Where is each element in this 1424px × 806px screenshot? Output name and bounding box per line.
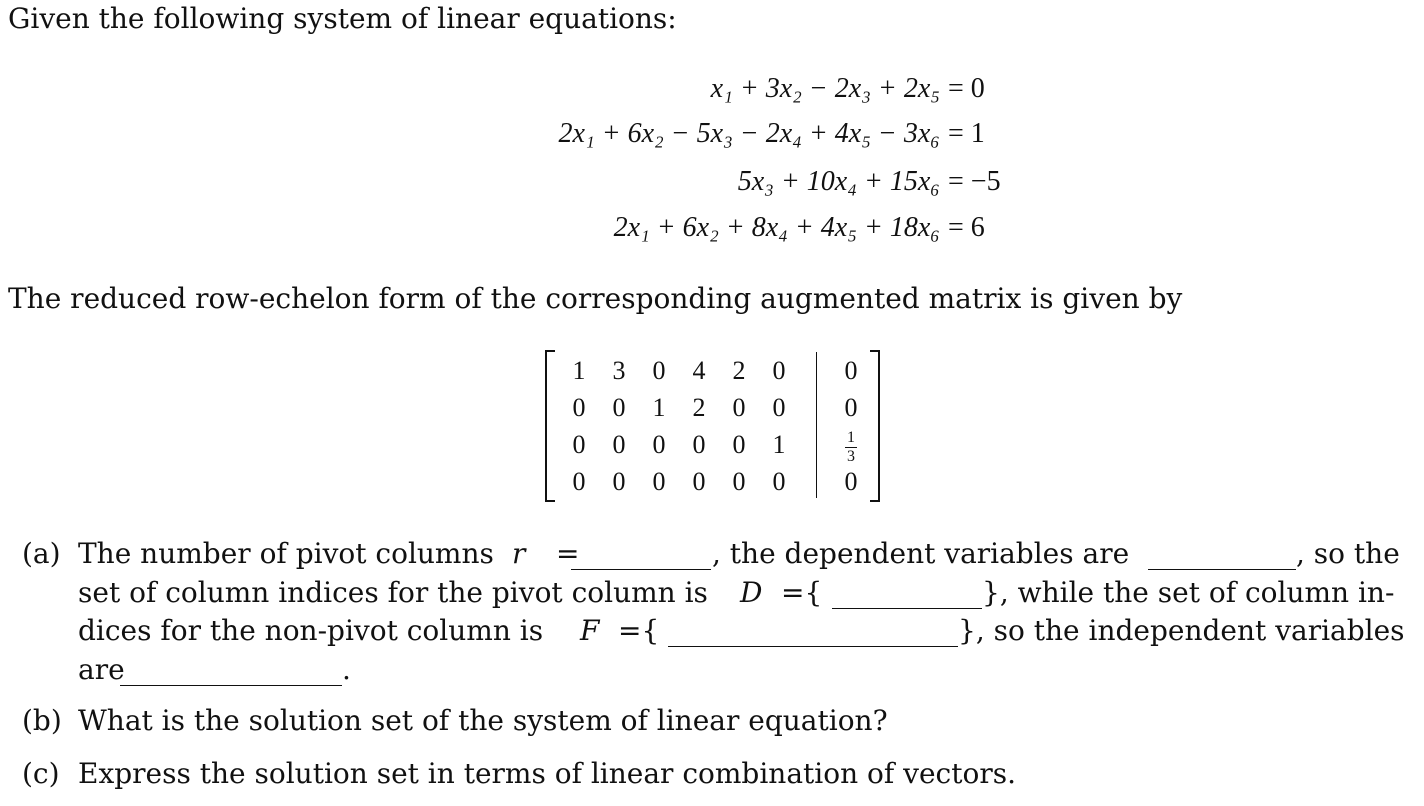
part-c-label: (c) xyxy=(22,757,60,790)
matrix-cell: 0 xyxy=(652,430,666,459)
var-r: r xyxy=(512,537,526,570)
intro-text: Given the following system of linear equations: xyxy=(8,2,677,35)
equation-lhs: 5x₃ + 10x₄ + 15x₆ xyxy=(737,166,940,197)
part-a-line2-text-b: }, while the set of column in- xyxy=(982,576,1395,609)
augmented-cell: 0 xyxy=(844,356,858,385)
part-a-line3-text: dices for the non-pivot column is xyxy=(78,614,544,647)
equation-rhs: = 1 xyxy=(948,118,985,149)
matrix-cell: 0 xyxy=(612,430,626,459)
matrix-right-bracket xyxy=(870,350,880,502)
part-a-line2-text: set of column indices for the pivot column is xyxy=(78,576,708,609)
matrix-cell: 0 xyxy=(732,467,746,496)
rref-intro-text: The reduced row-echelon form of the corresponding augmented matrix is given by xyxy=(8,282,1183,315)
matrix-cell: 2 xyxy=(692,393,706,422)
var-D: D xyxy=(740,576,763,609)
matrix-cell: 3 xyxy=(612,356,626,385)
matrix-cell: 1 xyxy=(652,393,666,422)
part-b-label: (b) xyxy=(22,704,62,737)
matrix-cell: 1 xyxy=(572,356,586,385)
matrix-cell: 0 xyxy=(572,430,586,459)
matrix-cell: 0 xyxy=(732,430,746,459)
part-a-line1-text-c: , so the xyxy=(1296,537,1400,570)
part-b-question: What is the solution set of the system of linear equation? xyxy=(78,704,888,737)
set-open-D: ={ xyxy=(781,576,823,609)
dependent-variables-blank[interactable] xyxy=(1148,545,1296,570)
matrix-cell: 0 xyxy=(772,393,786,422)
matrix-cell: 0 xyxy=(772,356,786,385)
equation-rhs: = −5 xyxy=(948,166,1001,197)
matrix-cell: 2 xyxy=(732,356,746,385)
augmented-cell: 0 xyxy=(844,467,858,496)
non-pivot-indices-blank[interactable] xyxy=(668,622,958,647)
fraction: $\frac{1}{3}$ xyxy=(847,428,855,465)
part-a-line4-text: are xyxy=(78,653,125,686)
equation-lhs: x₁ + 3x₂ − 2x₃ + 2x₅ xyxy=(710,73,940,104)
set-open-F: ={ xyxy=(618,614,660,647)
part-a-label: (a) xyxy=(22,537,61,570)
equation-row xyxy=(0,72,1424,106)
part-a-line1-text-b: , the dependent variables are xyxy=(712,537,1130,570)
part-c-question: Express the solution set in terms of linear combination of vectors. xyxy=(78,757,1016,790)
augmented-cell xyxy=(831,426,871,463)
matrix-left-bracket xyxy=(545,350,555,502)
equation-row xyxy=(0,165,1424,199)
matrix-cell: 0 xyxy=(692,467,706,496)
equation-rhs: = 6 xyxy=(948,212,985,243)
part-a-line3-text-b: }, so the independent variables xyxy=(958,614,1405,647)
equation-row xyxy=(0,117,1424,151)
equation-lhs: 2x₁ + 6x₂ + 8x₄ + 4x₅ + 18x₆ xyxy=(613,212,940,243)
pivot-indices-blank[interactable] xyxy=(832,584,982,609)
augmented-matrix xyxy=(545,350,880,500)
matrix-cell: 0 xyxy=(732,393,746,422)
var-F: F xyxy=(580,614,600,647)
augmented-cell: 0 xyxy=(844,393,858,422)
part-a-line1-text: The number of pivot columns xyxy=(78,537,494,570)
matrix-coefficients xyxy=(559,352,799,500)
matrix-augment-separator xyxy=(816,352,817,498)
equation-rhs: = 0 xyxy=(948,73,985,104)
equation-system xyxy=(0,0,1424,260)
matrix-cell: 1 xyxy=(772,430,786,459)
matrix-cell: 0 xyxy=(692,430,706,459)
matrix-cell: 4 xyxy=(692,356,706,385)
matrix-augmented-column xyxy=(831,352,871,500)
equation-row xyxy=(0,211,1424,245)
independent-variables-blank[interactable] xyxy=(120,661,342,686)
pivot-count-blank[interactable] xyxy=(571,545,711,570)
matrix-cell: 0 xyxy=(652,467,666,496)
matrix-cell: 0 xyxy=(572,393,586,422)
matrix-cell: 0 xyxy=(572,467,586,496)
matrix-cell: 0 xyxy=(772,467,786,496)
matrix-cell: 0 xyxy=(652,356,666,385)
equals-sign: = xyxy=(556,537,580,570)
matrix-cell: 0 xyxy=(612,467,626,496)
part-a-line4-period: . xyxy=(342,653,351,686)
equation-lhs: 2x₁ + 6x₂ − 5x₃ − 2x₄ + 4x₅ − 3x₆ xyxy=(558,118,940,149)
matrix-cell: 0 xyxy=(612,393,626,422)
